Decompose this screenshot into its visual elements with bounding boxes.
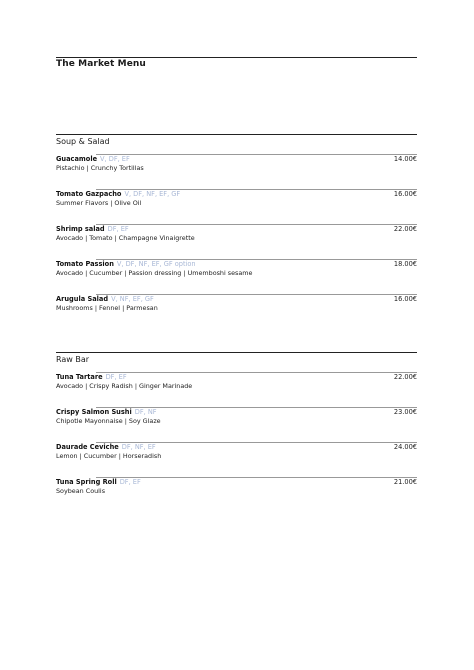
item-price: 21.00€: [393, 478, 417, 486]
item-price: 18.00€: [393, 260, 417, 268]
item-description: Soybean Coulis: [56, 487, 106, 495]
item-description: Mushrooms | Fennel | Parmesan: [56, 304, 158, 312]
item-tags: DF, EF: [119, 478, 141, 486]
item-tags: DF, EF: [105, 373, 127, 381]
menu-item: [56, 189, 417, 208]
section-raw-bar: [56, 352, 417, 365]
menu-item: [56, 442, 417, 461]
item-description: Avocado | Crispy Radish | Ginger Marinade: [56, 382, 193, 390]
item-description: Avocado | Cucumber | Passion dressing | Umemboshi sesame: [56, 269, 253, 277]
item-price: 16.00€: [393, 295, 417, 303]
item-name: Guacamole: [56, 155, 98, 163]
item-description: Summer Flavors | Olive Oil: [56, 199, 142, 207]
item-price: 24.00€: [393, 443, 417, 451]
item-tags: V, NF, EF, GF: [111, 295, 154, 303]
item-description: Lemon | Cucumber | Horseradish: [56, 452, 162, 460]
menu-title: The Market Menu: [56, 59, 146, 69]
menu-item: [56, 477, 417, 496]
section-divider: [56, 352, 417, 353]
section-soup-salad: [56, 134, 417, 147]
menu-item: [56, 407, 417, 426]
item-price: 22.00€: [393, 373, 417, 381]
item-name: Tomato Passion: [56, 260, 114, 268]
item-tags: V, DF, EF: [100, 155, 130, 163]
item-description: Chipotle Mayonnaise | Soy Glaze: [56, 417, 161, 425]
section-divider: [56, 134, 417, 135]
menu-item: [56, 259, 417, 278]
menu-item: [56, 372, 417, 391]
item-description: Avocado | Tomato | Champagne Vinaigrette: [56, 234, 195, 242]
item-tags: V, DF, NF, EF, GF: [124, 190, 181, 198]
item-tags: V, DF, NF, EF, GF option: [116, 260, 196, 268]
menu-item: [56, 154, 417, 173]
item-tags: DF, NF: [134, 408, 157, 416]
item-name: Tuna Spring Roll: [56, 478, 117, 486]
section-title: Soup & Salad: [56, 137, 110, 146]
item-tags: DF, NF, EF: [121, 443, 156, 451]
item-name: Tuna Tartare: [56, 373, 103, 381]
item-price: 22.00€: [393, 225, 417, 233]
title-divider: [56, 57, 417, 58]
item-name: Tomato Gazpacho: [56, 190, 122, 198]
menu-item: [56, 224, 417, 243]
menu-item: [56, 294, 417, 313]
item-price: 16.00€: [393, 190, 417, 198]
item-description: Pistachio | Crunchy Tortillas: [56, 164, 144, 172]
item-tags: DF, EF: [107, 225, 129, 233]
item-name: Crispy Salmon Sushi: [56, 408, 132, 416]
item-name: Shrimp salad: [56, 225, 105, 233]
item-price: 23.00€: [393, 408, 417, 416]
item-name: Arugula Salad: [56, 295, 109, 303]
item-price: 14.00€: [393, 155, 417, 163]
section-title: Raw Bar: [56, 355, 90, 364]
item-name: Daurade Ceviche: [56, 443, 119, 451]
